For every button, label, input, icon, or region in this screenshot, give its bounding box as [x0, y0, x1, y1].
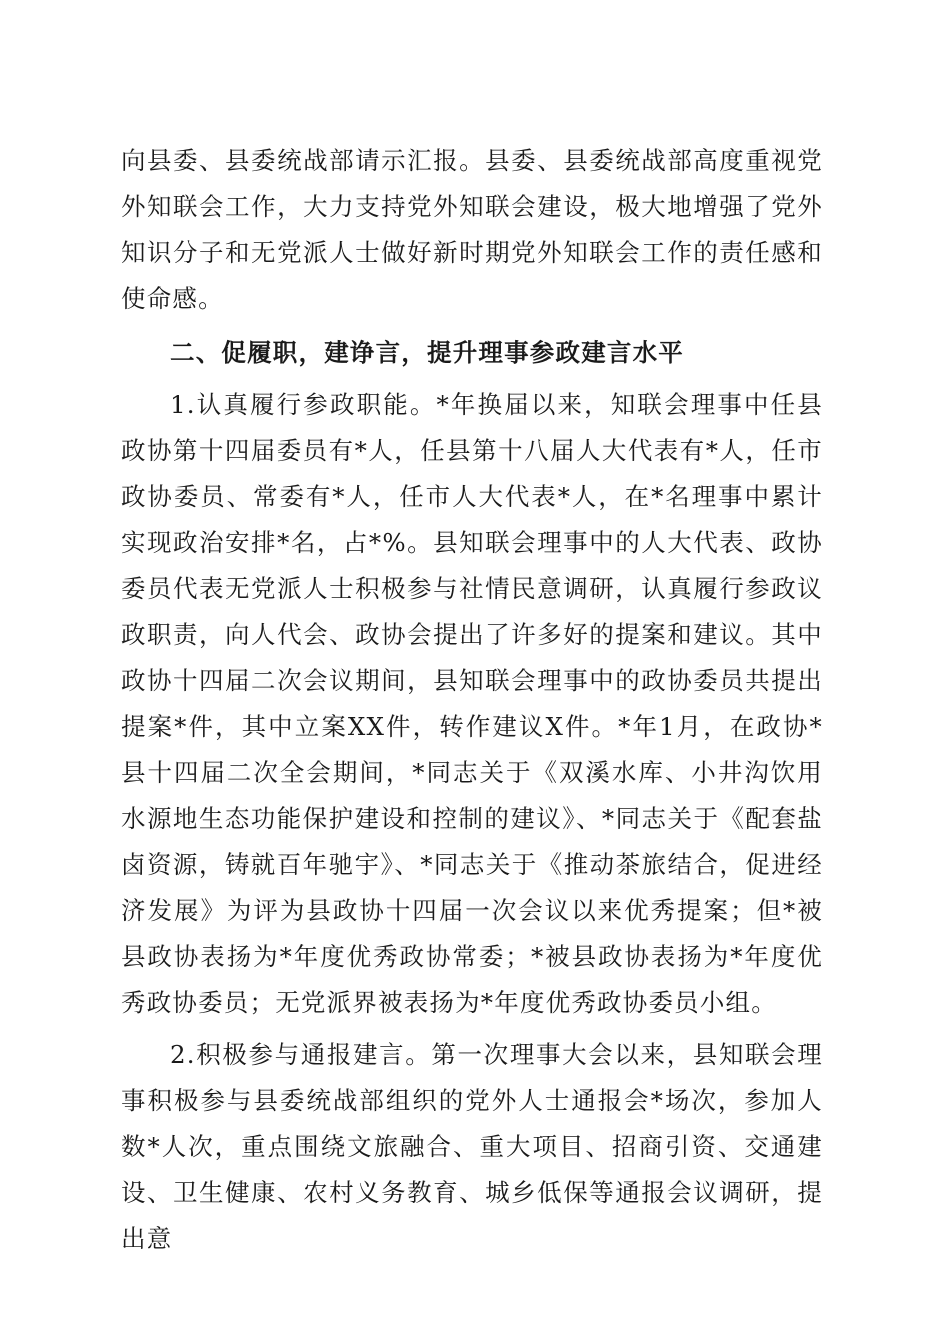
paragraph-continued: 向县委、县委统战部请示汇报。县委、县委统战部高度重视党外知联会工作，大力支持党外知联会建设，极大地增强了党外知识分子和无党派人士做好新时期党外知联会工作的责任感和使命感。: [121, 146, 823, 313]
document-body: [121, 138, 823, 1262]
section-heading: 二、促履职，建诤言，提升理事参政建言水平: [170, 338, 684, 367]
paragraph-1: 1.认真履行参政职能。*年换届以来，知联会理事中任县政协第十四届委员有*人，任县第十八届人大代表有*人，任市政协委员、常委有*人，任市人大代表*人，在*名理事中累计实现政治安排*名，占*%。县知联会理事中的人大代表、政协委员代表无党派人士积极参与社情民意调研，认真履行参政议政职责，向人代会、政协会提出了许多好的提案和建议。其中政协十四届二次会议期间，县知联会理事中的政协委员共提出提案*件，其中立案XX件，转作建议X件。*年1月，在政协*县十四届二次全会期间，*同志关于《双溪水库、小井沟饮用水源地生态功能保护建设和控制的建议》、*同志关于《配套盐卤资源，铸就百年驰宇》、*同志关于《推动茶旅结合，促进经济发展》为评为县政协十四届一次会议以来优秀提案；但*被县政协表扬为*年度优秀政协常委；*被县政协表扬为*年度优秀政协委员；无党派界被表扬为*年度优秀政协委员小组。: [121, 390, 823, 1017]
paragraph-2: 2.积极参与通报建言。第一次理事大会以来，县知联会理事积极参与县委统战部组织的党外人士通报会*场次，参加人数*人次，重点围绕文旅融合、重大项目、招商引资、交通建设、卫生健康、农村义务教育、城乡低保等通报会议调研，提出意: [121, 1040, 823, 1253]
